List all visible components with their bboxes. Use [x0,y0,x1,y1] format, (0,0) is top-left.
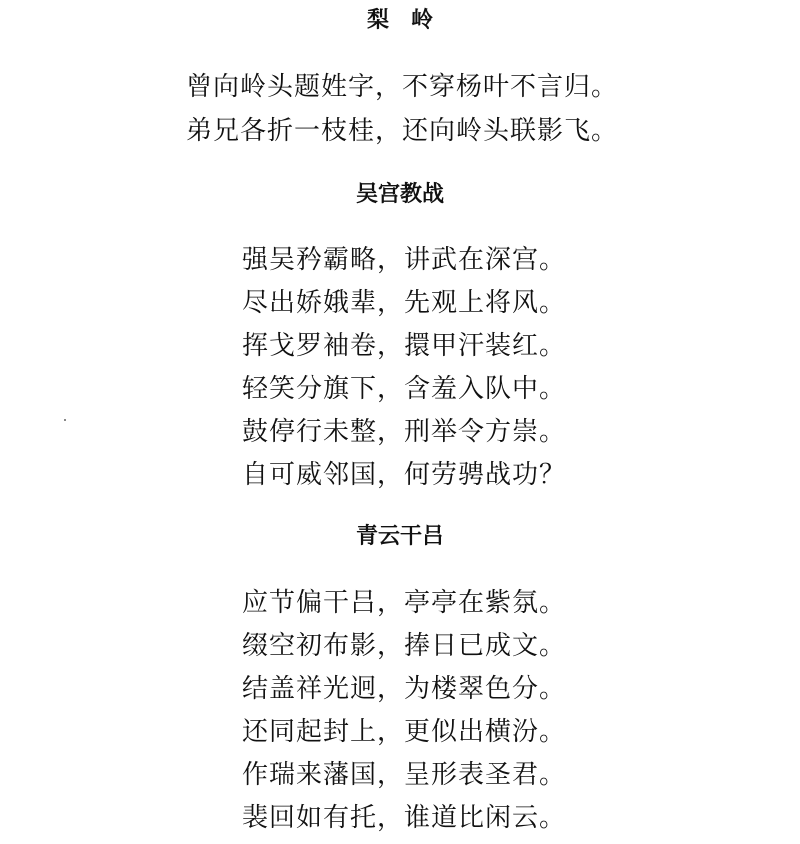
poem-line: 应节偏干吕，亭亭在紫氛。 [242,588,567,618]
poem-line: 轻笑分旗下，含羞入队中。 [242,374,567,404]
poem-line: 弟兄各折一枝桂，还向岭头联影飞。 [186,116,619,146]
poem-line: 挥戈罗袖卷，擐甲汗装红。 [242,331,567,361]
poem-line: 强吴矜霸略，讲武在深宫。 [242,245,567,275]
poem-line: 尽出娇娥辈，先观上将风。 [242,288,567,318]
poem-line: 作瑞来藩国，呈形表圣君。 [242,760,567,790]
poem-title-qing-yun-gan-lv: 青云干吕 [355,524,444,549]
poem-line: 自可威邻国，何劳骋战功？ [242,460,567,490]
poem-line: 缀空初布影，捧日已成文。 [242,631,567,661]
poem-line: 还同起封上，更似出横汾。 [242,717,567,747]
scan-speck [64,419,66,421]
poem-line: 曾向岭头题姓字，不穿杨叶不言归。 [186,72,619,102]
poem-title-wu-gong-jiao-zhan: 吴宫教战 [355,182,444,207]
poem-line: 鼓停行未整，刑举令方崇。 [242,417,567,447]
poem-line: 结盖祥光迥，为楼翠色分。 [242,674,567,704]
poem-title-li-ling: 梨 岭 [366,8,433,33]
poem-line: 裴回如有托，谁道比闲云。 [242,803,567,833]
